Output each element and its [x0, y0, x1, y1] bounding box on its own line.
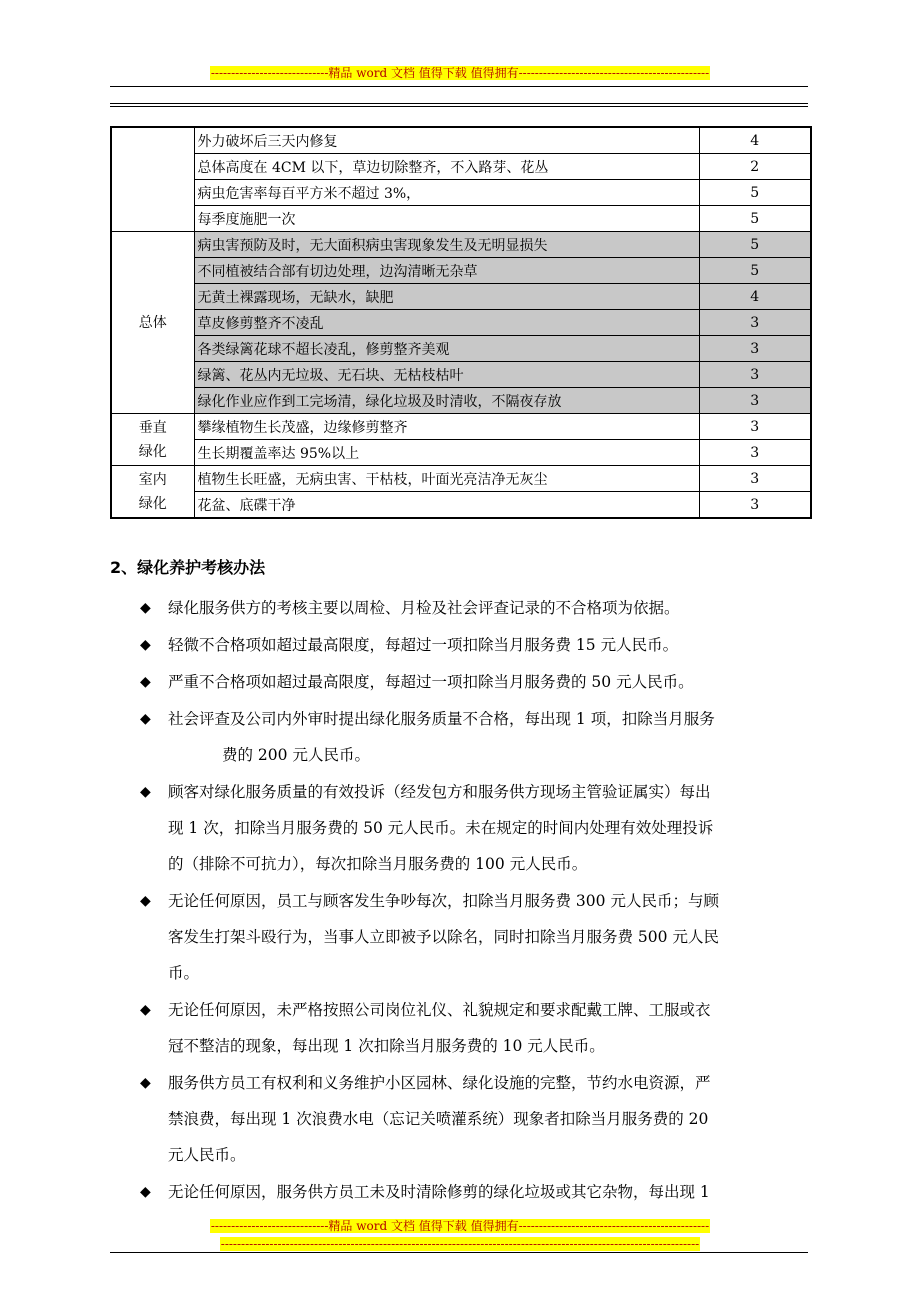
score-cell: 5 — [699, 258, 811, 284]
score-cell: 2 — [699, 154, 811, 180]
category-cell — [111, 127, 194, 232]
list-item — [136, 1065, 816, 1173]
rule-text-continued: 冠不整洁的现象，每出现 1 次扣除当月服务费的 10 元人民币。 — [168, 1037, 605, 1055]
item-cell: 生长期覆盖率达 95%以上 — [194, 440, 699, 466]
table-row — [111, 258, 811, 284]
footer-dash-line — [0, 1237, 920, 1251]
table-row — [111, 206, 811, 232]
rule-text-continued: 禁浪费，每出现 1 次浪费水电（忘记关喷灌系统）现象者扣除当月服务费的 20 — [168, 1110, 709, 1128]
rule-text-continued: 的（排除不可抗力），每次扣除当月服务费的 100 元人民币。 — [168, 855, 588, 873]
list-item — [136, 664, 816, 700]
score-cell: 3 — [699, 336, 811, 362]
category-cell-overall: 总体 — [111, 232, 194, 414]
score-cell: 3 — [699, 466, 811, 492]
list-item — [136, 992, 816, 1064]
score-cell: 3 — [699, 310, 811, 336]
item-cell: 病虫危害率每百平方米不超过 3%， — [194, 180, 699, 206]
list-item — [136, 1174, 816, 1210]
rule-text: 轻微不合格项如超过最高限度，每超过一项扣除当月服务费 15 元人民币。 — [168, 636, 679, 654]
list-item — [136, 627, 816, 663]
list-item — [136, 774, 816, 882]
table-row — [111, 466, 811, 492]
diamond-bullet-icon: ◆ — [140, 637, 151, 653]
rule-text: 绿化服务供方的考核主要以周检、月检及社会评查记录的不合格项为依据。 — [168, 599, 680, 617]
score-cell: 5 — [699, 232, 811, 258]
diamond-bullet-icon: ◆ — [140, 784, 151, 800]
table-row — [111, 232, 811, 258]
diamond-bullet-icon: ◆ — [140, 711, 151, 727]
category-line: 绿化 — [138, 495, 167, 512]
item-cell: 不同植被结合部有切边处理，边沟清晰无杂草 — [194, 258, 699, 284]
footer-rule — [110, 1252, 808, 1253]
category-cell-indoor-greening — [111, 466, 194, 519]
table-row — [111, 388, 811, 414]
diamond-bullet-icon: ◆ — [140, 600, 151, 616]
score-cell: 3 — [699, 414, 811, 440]
header-banner-text: -----------------------------精品 word 文档 值得下载 值得拥有----------------------------------------------- — [210, 66, 710, 80]
item-cell: 每季度施肥一次 — [194, 206, 699, 232]
rule-text: 顾客对绿化服务质量的有效投诉（经发包方和服务供方现场主管验证属实）每出 — [168, 783, 711, 801]
table-row — [111, 310, 811, 336]
table-row — [111, 414, 811, 440]
diamond-bullet-icon: ◆ — [140, 1002, 151, 1018]
item-cell: 总体高度在 4CM 以下，草边切除整齐，不入路芽、花丛 — [194, 154, 699, 180]
rules-list — [136, 590, 816, 1211]
category-line: 垂直 — [138, 419, 167, 436]
rule-text-continued: 现 1 次，扣除当月服务费的 50 元人民币。未在规定的时间内处理有效处理投诉 — [168, 819, 714, 837]
item-cell: 外力破坏后三天内修复 — [194, 127, 699, 154]
item-cell: 各类绿篱花球不超长凌乱，修剪整齐美观 — [194, 336, 699, 362]
rule-text-continued: 客发生打架斗殴行为，当事人立即被予以除名，同时扣除当月服务费 500 元人民 — [168, 928, 719, 946]
rule-text: 无论任何原因，员工与顾客发生争吵每次，扣除当月服务费 300 元人民币；与顾 — [168, 892, 719, 910]
rule-text-continued: 币。 — [168, 964, 200, 982]
table-row — [111, 362, 811, 388]
item-cell: 无黄土裸露现场，无缺水，缺肥 — [194, 284, 699, 310]
item-cell: 草皮修剪整齐不凌乱 — [194, 310, 699, 336]
header-rule — [110, 86, 808, 87]
category-line: 绿化 — [138, 443, 167, 460]
footer-banner — [0, 1219, 920, 1233]
section-heading: 2、绿化养护考核办法 — [110, 558, 266, 577]
item-cell: 植物生长旺盛，无病虫害、干枯枝，叶面光亮洁净无灰尘 — [194, 466, 699, 492]
rule-text: 服务供方员工有权利和义务维护小区园林、绿化设施的完整，节约水电资源，严 — [168, 1074, 711, 1092]
score-cell: 5 — [699, 206, 811, 232]
header-double-rule-1 — [110, 103, 808, 104]
table-row — [111, 284, 811, 310]
category-cell-vertical-greening — [111, 414, 194, 466]
header-double-rule-2 — [110, 106, 808, 107]
table-row — [111, 180, 811, 206]
score-cell: 3 — [699, 362, 811, 388]
table-row — [111, 154, 811, 180]
table-row — [111, 127, 811, 154]
footer-dash-text: ---------------------------------------------------------------------------------------------------------------------- — [220, 1237, 700, 1251]
header-banner — [0, 66, 920, 80]
rule-text: 无论任何原因，未严格按照公司岗位礼仪、礼貌规定和要求配戴工牌、工服或衣 — [168, 1001, 711, 1019]
footer-banner-text: -----------------------------精品 word 文档 值得下载 值得拥有----------------------------------------------- — [210, 1219, 710, 1233]
category-line: 室内 — [138, 471, 167, 488]
score-cell: 3 — [699, 388, 811, 414]
diamond-bullet-icon: ◆ — [140, 674, 151, 690]
rule-text: 社会评查及公司内外审时提出绿化服务质量不合格，每出现 1 项，扣除当月服务 — [168, 710, 715, 728]
score-cell: 3 — [699, 492, 811, 519]
diamond-bullet-icon: ◆ — [140, 893, 151, 909]
score-cell: 4 — [699, 284, 811, 310]
diamond-bullet-icon: ◆ — [140, 1075, 151, 1091]
score-cell: 4 — [699, 127, 811, 154]
rule-text: 严重不合格项如超过最高限度，每超过一项扣除当月服务费的 50 元人民币。 — [168, 673, 694, 691]
rule-text-continued: 费的 200 元人民币。 — [222, 746, 370, 764]
item-cell: 绿化作业应作到工完场清，绿化垃圾及时清收，不隔夜存放 — [194, 388, 699, 414]
score-cell: 3 — [699, 440, 811, 466]
list-item — [136, 883, 816, 991]
list-item — [136, 590, 816, 626]
item-cell: 花盆、底碟干净 — [194, 492, 699, 519]
assessment-table — [110, 126, 812, 519]
table-row — [111, 440, 811, 466]
score-cell: 5 — [699, 180, 811, 206]
table-row — [111, 492, 811, 519]
item-cell: 病虫害预防及时，无大面积病虫害现象发生及无明显损失 — [194, 232, 699, 258]
list-item — [136, 701, 816, 773]
diamond-bullet-icon: ◆ — [140, 1184, 151, 1200]
rule-text: 无论任何原因，服务供方员工未及时清除修剪的绿化垃圾或其它杂物，每出现 1 — [168, 1183, 710, 1201]
rule-text-continued: 元人民币。 — [168, 1146, 246, 1164]
item-cell: 攀缘植物生长茂盛，边缘修剪整齐 — [194, 414, 699, 440]
table-row — [111, 336, 811, 362]
item-cell: 绿篱、花丛内无垃圾、无石块、无枯枝枯叶 — [194, 362, 699, 388]
